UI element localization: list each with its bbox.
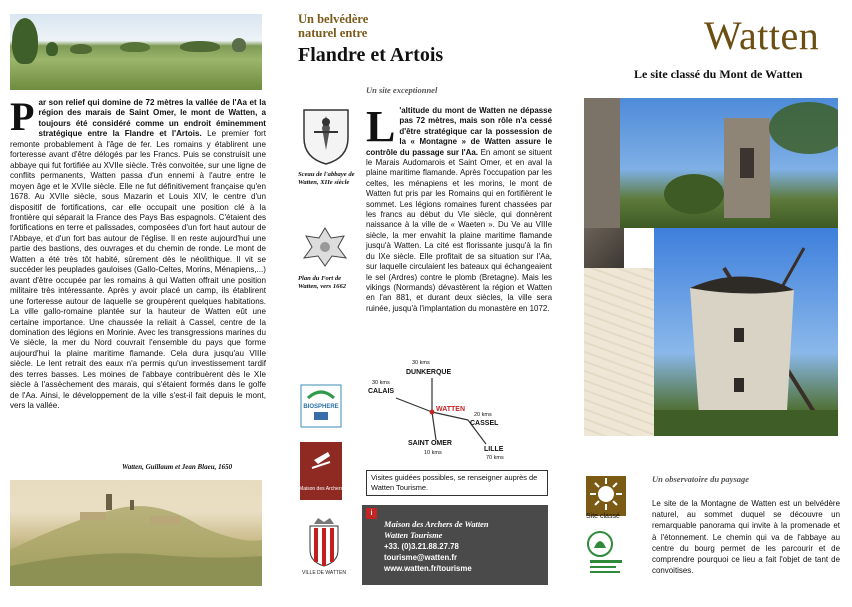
fort-plan-icon [300,226,350,268]
site-classe-label: Site classé [586,513,620,520]
lille-km: 70 kms [486,455,504,461]
middle-article [366,102,552,314]
biosphere-label: BIOSPHERE [303,404,339,410]
contact-box [362,505,548,585]
abbey-tower-photo [584,98,838,228]
old-map-photo [584,268,654,436]
lille-label: LILLE [484,446,504,453]
road-map [366,360,516,464]
parc-naturel-logo [586,530,626,582]
contact-line2: Watten Tourisme [384,531,443,540]
archers-label: Maison des Archers [300,486,342,492]
contact-email[interactable]: tourisme@watten.fr [384,553,458,562]
middle-body: En amont se situent le Marais Audomarois et Saint Omer, et en aval la plaine maritime flamande. Après l'occupation par les celtes, les ménapiens et les morins, le mont de Watten fut pris par les Romains qui en fortifièrent le sommet. Les légions romaines furent chassées par les francs au début du VIe siècle, qui donnèrent naissance à la ville de « Waeten ». Du Ve au VIIIe siècle, la mer envahit la plaine maritime flamande jusqu'à Watten. La cité est florissante jusqu'à la fin du IXe siècle. Elle profitait de sa situation sur l'Aa, sur laquelle circulaient les bateaux qui échangeaient le sel (Ardres) contre le plomb (Bretagne). Mais les vikings (Normands) dévastèrent la région et Watten en l'an 881, et durant deux siècles, la ville sera ruinée, jusqu'à l'implantation du monastère en 1072. [366,147,552,313]
left-article [10,94,266,412]
right-article: Le site de la Montagne de Watten est un belvédère naturel, au sommet duquel se découvre un remarquable panorama qui invite à la promenade et à l'étonnement. Le chemin qui va de l'abbaye au centre du bourg permet de les parcourir et de comprendre pourquoi ce lieu a fait l'objet de tant de convoitises. [652,499,840,576]
calais-km: 30 kms [372,380,390,386]
watten-label: VILLE DE WATTEN [302,570,346,576]
seal-caption: Sceau de l'abbaye de Watten, XIIe siècle [298,171,355,187]
landscape-photo [10,14,262,90]
contact-line1: Maison des Archers de Watten [384,520,489,529]
dunkerque-label: DUNKERQUE [406,369,452,376]
left-dropcap: P [10,94,35,139]
dunkerque-km: 30 kms [412,360,430,366]
windmill-photo [654,228,838,436]
middle-dropcap: L [366,102,396,151]
middle-intro: 'altitude du mont de Watten ne dépasse pas 72 mètres, mais son rôle n'a cessé d'être stratégique car la possession de la « Montagne » de Watten assure le contrôle du passage sur l'Aa. [366,106,552,157]
brand-subtitle: Le site classé du Mont de Watten [634,67,803,81]
saint-omer-label: SAINT OMER [408,440,452,447]
ruin-photo [584,228,624,268]
info-badge-icon: i [366,508,377,519]
watten-crest-logo [300,516,348,576]
archers-logo [300,442,342,500]
watten-engraving [10,480,262,586]
engraving-caption: Watten, Guillaum et Jean Blaeu, 1650 [122,463,233,471]
cassel-label: CASSEL [470,420,499,427]
left-body: Le premier fort remonte probablement à l'âge de fer. Les romains y établirent une forteresse avant d'être délogés par les Francs. Puis se construisit une abbaye qui fut fortifiée au XVIIe siècle. Très convoitée, sur une ligne de conflits permanents, Watten passa d'un ennemi à l'autre entre le moyen âge et le XVIIe siècle. Elle ne fut définitivement française qu'en 1678. Au XVIIe siècle, sous Mazarin et Louis XIV, le centre d'un dispositif de fortifications, car elle occupait une position clé à la frontière qui séparait la France des Pays Bas espagnols. C'étaient des fortifications en terre et palissades, composées d'un fort haut autour de l'Abbaye, et d'un fort bas autour de l'église. Il en reste aujourd'hui une partie des bastions, des ouvrages et du chemin de ronde. Le mont de Watten a été très tôt habité, sûrement dès le néolithique. Il vit se succéder les peuplades gauloises (Gallo-Celtes, Morins, Ménapiens,...) avant d'être occupée par les romains à qui Watten offrait une position militaire très intéressante. Après y avoir placé un camp, ils établirent une forteresse autour de laquelle se groupèrent quelques habitations. La ville gallo-romaine plantée sur la hauteur de Watten eût une certaine importance. Une chaussée la reliait à Cassel, centre de la domination des légions en Morinie. Avec les transgressions marines du Ve siècle, la mer du Nord couvrait l'ensemble du pays que forme aujourd'hui la plaine maritime flamande. Cela dura jusqu'au VIIIe siècle. Le lent retrait des eaux n'a permis qu'un investissement tardif des terres basses. Les moines de l'abbaye contribuèrent dès le XIe siècle à l'assèchement des marais, qui s'étaient formés dans le golfe de l'Aa. Ainsi, le développement de la ville s'est-il fait depuis le mont, vers la vallée. [10,129,266,411]
guided-visit-note: Visites guidées possibles, se renseigner auprès de Watten Tourisme. [366,470,548,496]
kicker-line2: naturel entre [298,26,368,40]
middle-section-heading: Un site exceptionnel [366,85,438,95]
calais-label: CALAIS [368,388,395,395]
right-section-heading: Un observatoire du paysage [652,474,750,484]
kicker-line1: Un belvédère [298,12,369,26]
watten-map-label: WATTEN [436,406,466,413]
cassel-km: 20 kms [474,412,492,418]
fort-caption: Plan du Fort de Watten, vers 1662 [298,275,347,291]
contact-phone[interactable]: +33. (0)3.21.88.27.78 [384,542,459,551]
middle-kicker [298,12,368,40]
left-intro: ar son relief qui domine de 72 mètres la vallée de l'Aa et la région des marais de Saint Omer, le mont de Watten, a toujours été considéré comme un endroit éminemment stratégique entre la Flandre et l'Artois. [38,98,266,139]
saint-omer-km: 10 kms [424,450,442,456]
brand-title: Watten [704,13,820,58]
site-classe-logo [586,476,626,516]
biosphere-logo [300,384,342,428]
contact-web[interactable]: www.watten.fr/tourisme [384,564,472,573]
abbey-seal-icon [300,106,352,166]
middle-title: Flandre et Artois [298,44,444,66]
